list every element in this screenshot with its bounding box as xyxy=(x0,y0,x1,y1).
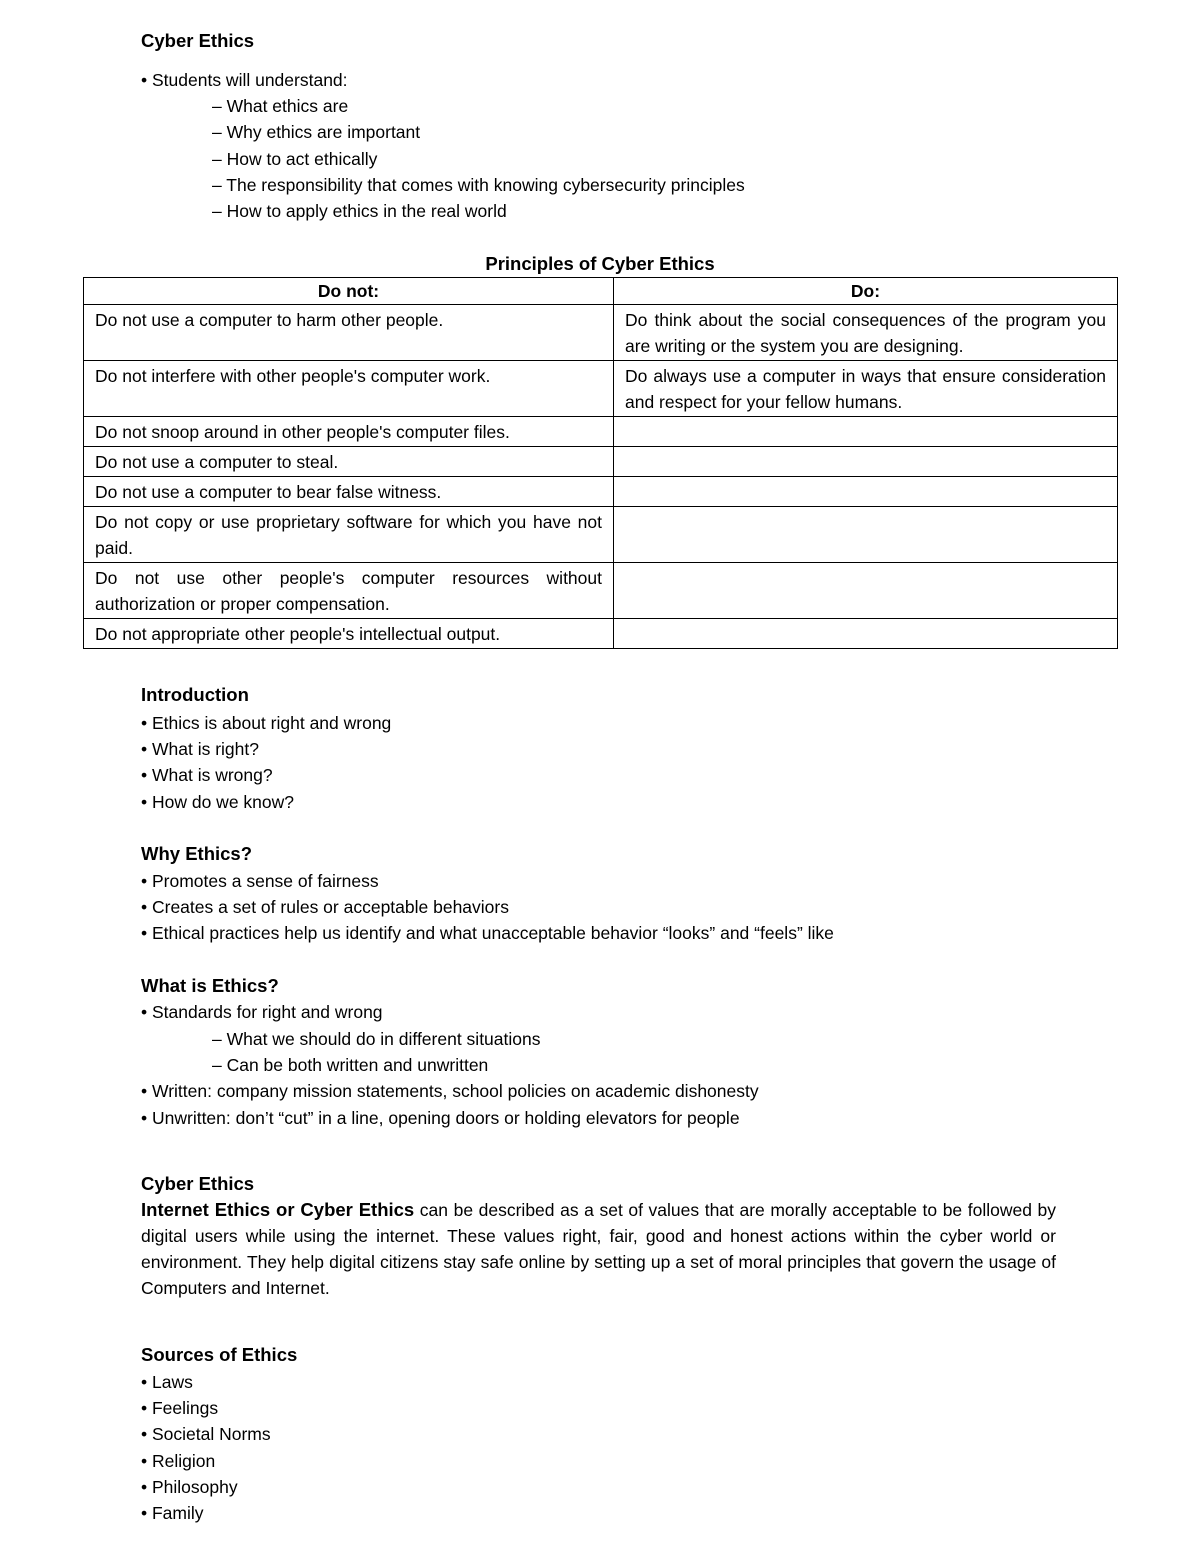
table-cell: Do always use a computer in ways that ensure consideration and respect for your fellow humans. xyxy=(614,361,1118,417)
column-header-do-not: Do not: xyxy=(84,278,614,305)
list-item: • Family xyxy=(141,1503,204,1523)
list-item: • Philosophy xyxy=(141,1477,238,1497)
table-cell xyxy=(614,507,1118,563)
list-item: • What is right? xyxy=(141,739,259,759)
objective-item: – How to act ethically xyxy=(212,149,378,169)
objective-item: – How to apply ethics in the real world xyxy=(212,201,507,221)
cyber-ethics-heading: Cyber Ethics xyxy=(141,1173,255,1194)
table-cell xyxy=(614,563,1118,619)
list-item: • Laws xyxy=(141,1372,193,1392)
table-row xyxy=(84,477,1118,507)
table-cell: Do not appropriate other people's intellectual output. xyxy=(84,619,614,649)
table-row xyxy=(84,619,1118,649)
table-row xyxy=(84,563,1118,619)
table-cell: Do not use a computer to harm other people. xyxy=(84,305,614,361)
table-cell: Do not use a computer to steal. xyxy=(84,447,614,477)
list-item: • Promotes a sense of fairness xyxy=(141,871,379,891)
table-cell: Do think about the social consequences of the program you are writing or the system you are designing. xyxy=(614,305,1118,361)
principles-table xyxy=(83,277,1118,649)
cyber-ethics-paragraph xyxy=(141,1197,1056,1301)
list-item: • Ethics is about right and wrong xyxy=(141,713,392,733)
list-item: • Feelings xyxy=(141,1398,219,1418)
what-is-ethics-heading: What is Ethics? xyxy=(141,975,279,996)
table-cell: Do not snoop around in other people's computer files. xyxy=(84,417,614,447)
list-item: • Societal Norms xyxy=(141,1424,271,1444)
sources-heading: Sources of Ethics xyxy=(141,1344,298,1365)
table-cell xyxy=(614,447,1118,477)
sub-list-item: – Can be both written and unwritten xyxy=(212,1055,489,1075)
list-item: • Unwritten: don’t “cut” in a line, opening doors or holding elevators for people xyxy=(141,1108,740,1128)
table-cell: Do not interfere with other people's computer work. xyxy=(84,361,614,417)
table-cell xyxy=(614,417,1118,447)
table-cell xyxy=(614,477,1118,507)
sub-list-item: – What we should do in different situations xyxy=(212,1029,541,1049)
list-item: • What is wrong? xyxy=(141,765,273,785)
list-item: • Written: company mission statements, school policies on academic dishonesty xyxy=(141,1081,759,1101)
table-cell xyxy=(614,619,1118,649)
introduction-heading: Introduction xyxy=(141,684,249,705)
table-title: Principles of Cyber Ethics xyxy=(485,253,715,274)
table-cell: Do not use a computer to bear false witness. xyxy=(84,477,614,507)
table-cell: Do not use other people's computer resources without authorization or proper compensation. xyxy=(84,563,614,619)
objective-item: – What ethics are xyxy=(212,96,349,116)
table-header-row xyxy=(84,278,1118,305)
table-row xyxy=(84,417,1118,447)
page-title: Cyber Ethics xyxy=(141,30,255,51)
table-row xyxy=(84,305,1118,361)
list-item: • Ethical practices help us identify and what unacceptable behavior “looks” and “feels” like xyxy=(141,923,834,943)
table-cell: Do not copy or use proprietary software for which you have not paid. xyxy=(84,507,614,563)
cyber-ethics-term: Internet Ethics or Cyber Ethics xyxy=(141,1199,415,1220)
cyber-ethics-definition: can be described as a set of values that are morally acceptable to be followed by digital users while using the internet. These values right, fair, good and honest actions within the cyber world or environment. They help digital citizens stay safe online by setting up a set of moral principles that govern the usage of Computers and Internet. xyxy=(141,1200,1057,1298)
list-item: • How do we know? xyxy=(141,792,295,812)
why-ethics-heading: Why Ethics? xyxy=(141,843,253,864)
table-row xyxy=(84,447,1118,477)
list-item: • Standards for right and wrong xyxy=(141,1002,383,1022)
objective-item: – Why ethics are important xyxy=(212,122,421,142)
table-row xyxy=(84,507,1118,563)
objective-item: – The responsibility that comes with knowing cybersecurity principles xyxy=(212,175,745,195)
column-header-do: Do: xyxy=(614,278,1118,305)
list-item: • Religion xyxy=(141,1451,216,1471)
objectives-intro: • Students will understand: xyxy=(141,70,348,90)
table-row xyxy=(84,361,1118,417)
list-item: • Creates a set of rules or acceptable behaviors xyxy=(141,897,509,917)
